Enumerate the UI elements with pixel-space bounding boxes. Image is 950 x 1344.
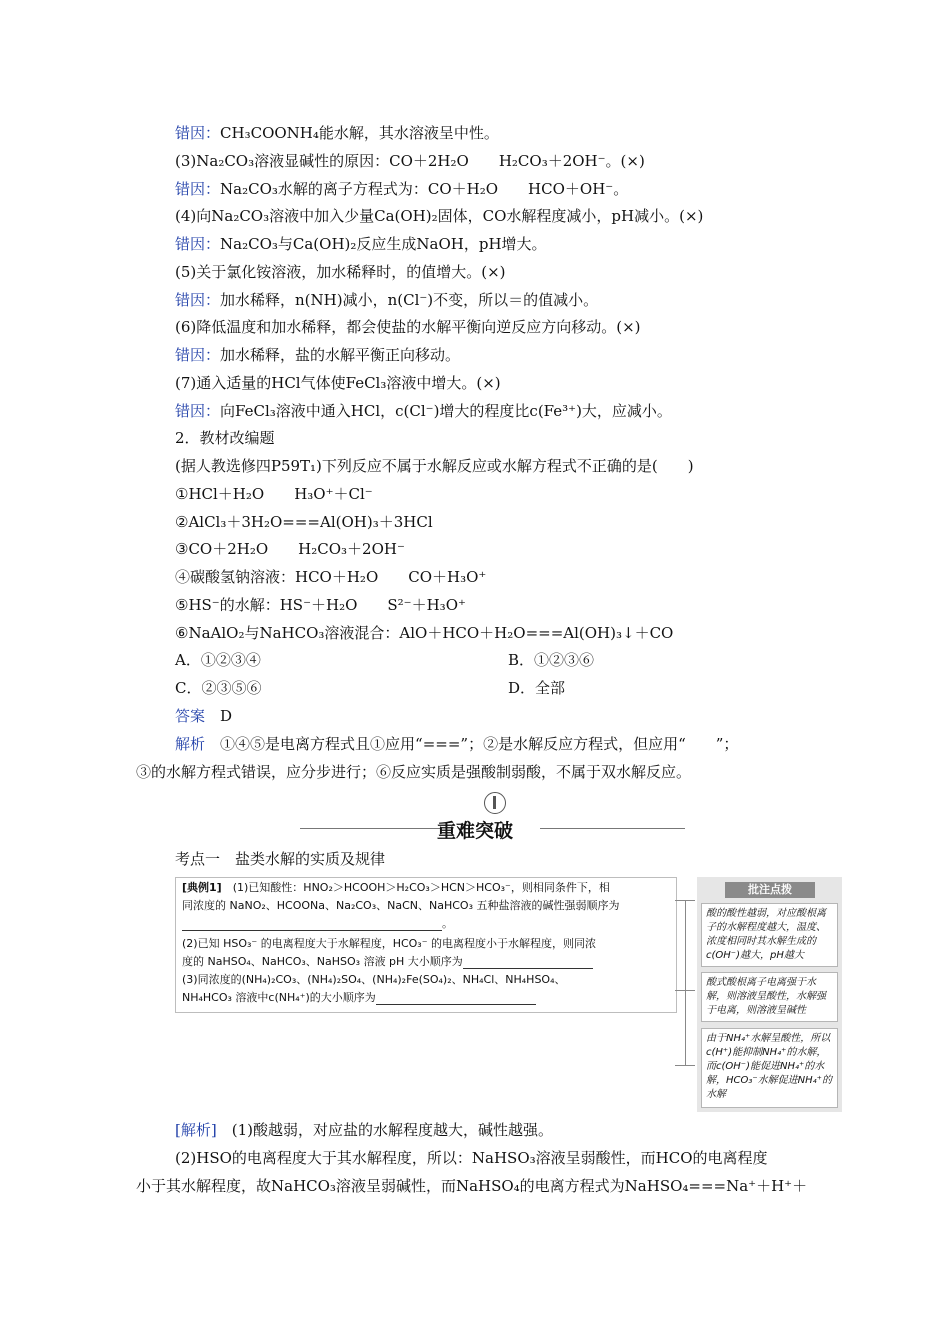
line-text: CH₃COONH₄能水解，其水溶液呈中性。	[220, 124, 499, 142]
line-text: (3)Na₂CO₃溶液显碱性的原因：CO＋2H₂O H₂CO₃＋2OH⁻。(×)	[175, 152, 645, 170]
statement-line	[175, 373, 501, 393]
example-box	[175, 877, 677, 1013]
example-text: 。	[442, 917, 453, 930]
equation-item	[175, 539, 405, 559]
answer-value: D	[220, 707, 233, 725]
notes-panel	[697, 877, 842, 1112]
line-text: ④碳酸氢钠溶液：HCO＋H₂O CO＋H₃O⁺	[175, 568, 487, 586]
analysis-line	[175, 734, 738, 754]
equation-item	[175, 512, 433, 532]
statement-line	[175, 151, 645, 171]
line-text: ⑤HS⁻的水解：HS⁻＋H₂O S²⁻＋H₃O⁺	[175, 596, 466, 614]
solution-text: 小于其水解程度，故NaHCO₃溶液呈弱碱性，而NaHSO₄的电离方程式为NaHSO₄===Na⁺＋H⁺＋	[136, 1177, 808, 1195]
error-label: 错因：	[175, 180, 221, 198]
example-line	[182, 988, 536, 1008]
error-line	[175, 179, 628, 199]
error-label: 错因：	[175, 124, 221, 142]
example-line	[182, 878, 610, 898]
line-text: 加水稀释，盐的水解平衡正向移动。	[220, 346, 461, 364]
connector-line	[685, 900, 686, 1065]
error-label: 错因：	[175, 235, 221, 253]
answer-blank[interactable]	[182, 918, 442, 931]
equation-item	[175, 484, 373, 504]
example-line	[182, 934, 596, 954]
statement-line	[175, 317, 641, 337]
analysis-text: ①④⑤是电离方程式且①应用“===”；②是水解反应方程式，但应用“ ”；	[220, 735, 739, 753]
connector-line	[675, 1065, 695, 1066]
question-heading	[175, 428, 275, 448]
line-text: ①HCl＋H₂O H₃O⁺＋Cl⁻	[175, 485, 373, 503]
line-text: (5)关于氯化铵溶液，加水稀释时，的值增大。(×)	[175, 263, 506, 281]
notes-title: 批注点拨	[725, 882, 815, 898]
solution-line	[175, 1120, 553, 1140]
example-text: (2)已知 HSO₃⁻ 的电离程度大于水解程度，HCO₃⁻ 的电离程度小于水解程度，则同浓	[182, 937, 597, 950]
option-a: A．①②③④	[175, 651, 261, 669]
line-text: ②AlCl₃＋3H₂O===Al(OH)₃＋3HCl	[175, 513, 433, 531]
line-text: (7)通入适量的HCl气体使FeCl₃溶液中增大。(×)	[175, 374, 501, 392]
answer-blank[interactable]	[463, 956, 593, 969]
example-text: (3)同浓度的(NH₄)₂CO₃、(NH₄)₂SO₄、(NH₄)₂Fe(SO₄)₂、NH₄Cl、NH₄HSO₄、	[182, 973, 566, 986]
answer-blank[interactable]	[376, 992, 536, 1005]
error-line	[175, 234, 547, 254]
answer-line	[175, 706, 232, 726]
analysis-label: 解析	[175, 735, 206, 753]
error-line	[175, 123, 499, 143]
analysis-line	[136, 762, 691, 782]
note-box: 由于NH₄⁺水解呈酸性，所以c(H⁺)能抑制NH₄⁺的水解，而c(OH⁻)能促进NH₄⁺的水解，HCO₃⁻水解促进NH₄⁺的水解	[701, 1028, 838, 1108]
example-line	[182, 952, 593, 972]
error-label: 错因：	[175, 346, 221, 364]
statement-line	[175, 262, 506, 282]
error-label: 错因：	[175, 291, 221, 309]
option-d: D．全部	[508, 679, 566, 697]
question-stem	[175, 456, 694, 476]
error-line	[175, 345, 460, 365]
line-text: (据人教选修四P59T₁)下列反应不属于水解反应或水解方程式不正确的是( )	[175, 457, 694, 475]
line-text: (4)向Na₂CO₃溶液中加入少量Ca(OH)₂固体，CO水解程度减小，pH减小。(×)	[175, 207, 704, 225]
line-text: (6)降低温度和加水稀释，都会使盐的水解平衡向逆反应方向移动。(×)	[175, 318, 641, 336]
error-line	[175, 401, 672, 421]
line-text: ③CO＋2H₂O H₂CO₃＋2OH⁻	[175, 540, 405, 558]
line-text: 向FeCl₃溶液中通入HCl，c(Cl⁻)增大的程度比c(Fe³⁺)大，应减小。	[220, 402, 672, 420]
option-b: B．①②③⑥	[508, 651, 595, 669]
solution-label: [解析]	[175, 1121, 217, 1139]
line-text: ⑥NaAlO₂与NaHCO₃溶液混合：AlO＋HCO＋H₂O===Al(OH)₃↓＋CO	[175, 624, 674, 642]
example-text: 同浓度的 NaNO₂、HCOONa、Na₂CO₃、NaCN、NaHCO₃ 五种盐溶液的碱性强弱顺序为	[182, 899, 620, 912]
line-text: 2．教材改编题	[175, 429, 275, 447]
example-text: (1)已知酸性：HNO₂＞HCOOH＞H₂CO₃＞HCN＞HCO₃⁻，则相同条件下，相	[232, 881, 610, 894]
key-icon	[484, 792, 506, 814]
error-line	[175, 290, 598, 310]
solution-text: (1)酸越弱，对应盐的水解程度越大，碱性越强。	[231, 1121, 553, 1139]
equation-item	[175, 623, 673, 643]
example-tag: [典例1]	[182, 881, 222, 894]
line-text: Na₂CO₃与Ca(OH)₂反应生成NaOH，pH增大。	[220, 235, 547, 253]
solution-line	[175, 1148, 768, 1168]
error-label: 错因：	[175, 402, 221, 420]
option-c: C．②③⑤⑥	[175, 679, 262, 697]
example-text: NH₄HCO₃ 溶液中c(NH₄⁺)的大小顺序为	[182, 991, 376, 1004]
note-box: 酸的酸性越弱，对应酸根离子的水解程度越大，温度、浓度相同时其水解生成的c(OH⁻)越大，pH越大	[701, 903, 838, 967]
line-text: Na₂CO₃水解的离子方程式为：CO＋H₂O HCO＋OH⁻。	[220, 180, 629, 198]
statement-line	[175, 206, 703, 226]
equation-item	[175, 595, 466, 615]
solution-line	[136, 1176, 807, 1196]
solution-text: (2)HSO的电离程度大于其水解程度，所以：NaHSO₃溶液呈弱酸性，而HCO的电离程度	[175, 1149, 768, 1167]
note-box: 酸式酸根离子电离强于水解，则溶液呈酸性，水解强于电离，则溶液呈碱性	[701, 972, 838, 1022]
answer-label: 答案	[175, 707, 206, 725]
example-line	[182, 970, 566, 990]
topic-heading: 考点一 盐类水解的实质及规律	[175, 850, 386, 868]
equation-item	[175, 567, 486, 587]
analysis-text: ③的水解方程式错误，应分步进行；⑥反应实质是强酸制弱酸，不属于双水解反应。	[136, 763, 692, 781]
example-line	[182, 896, 620, 916]
line-text: 加水稀释，n(NH)减小，n(Cl⁻)不变，所以＝的值减小。	[220, 291, 599, 309]
section-title: 重难突破	[436, 820, 513, 842]
example-line	[182, 914, 453, 934]
example-text: 度的 NaHSO₄、NaHCO₃、NaHSO₃ 溶液 pH 大小顺序为	[182, 955, 463, 968]
